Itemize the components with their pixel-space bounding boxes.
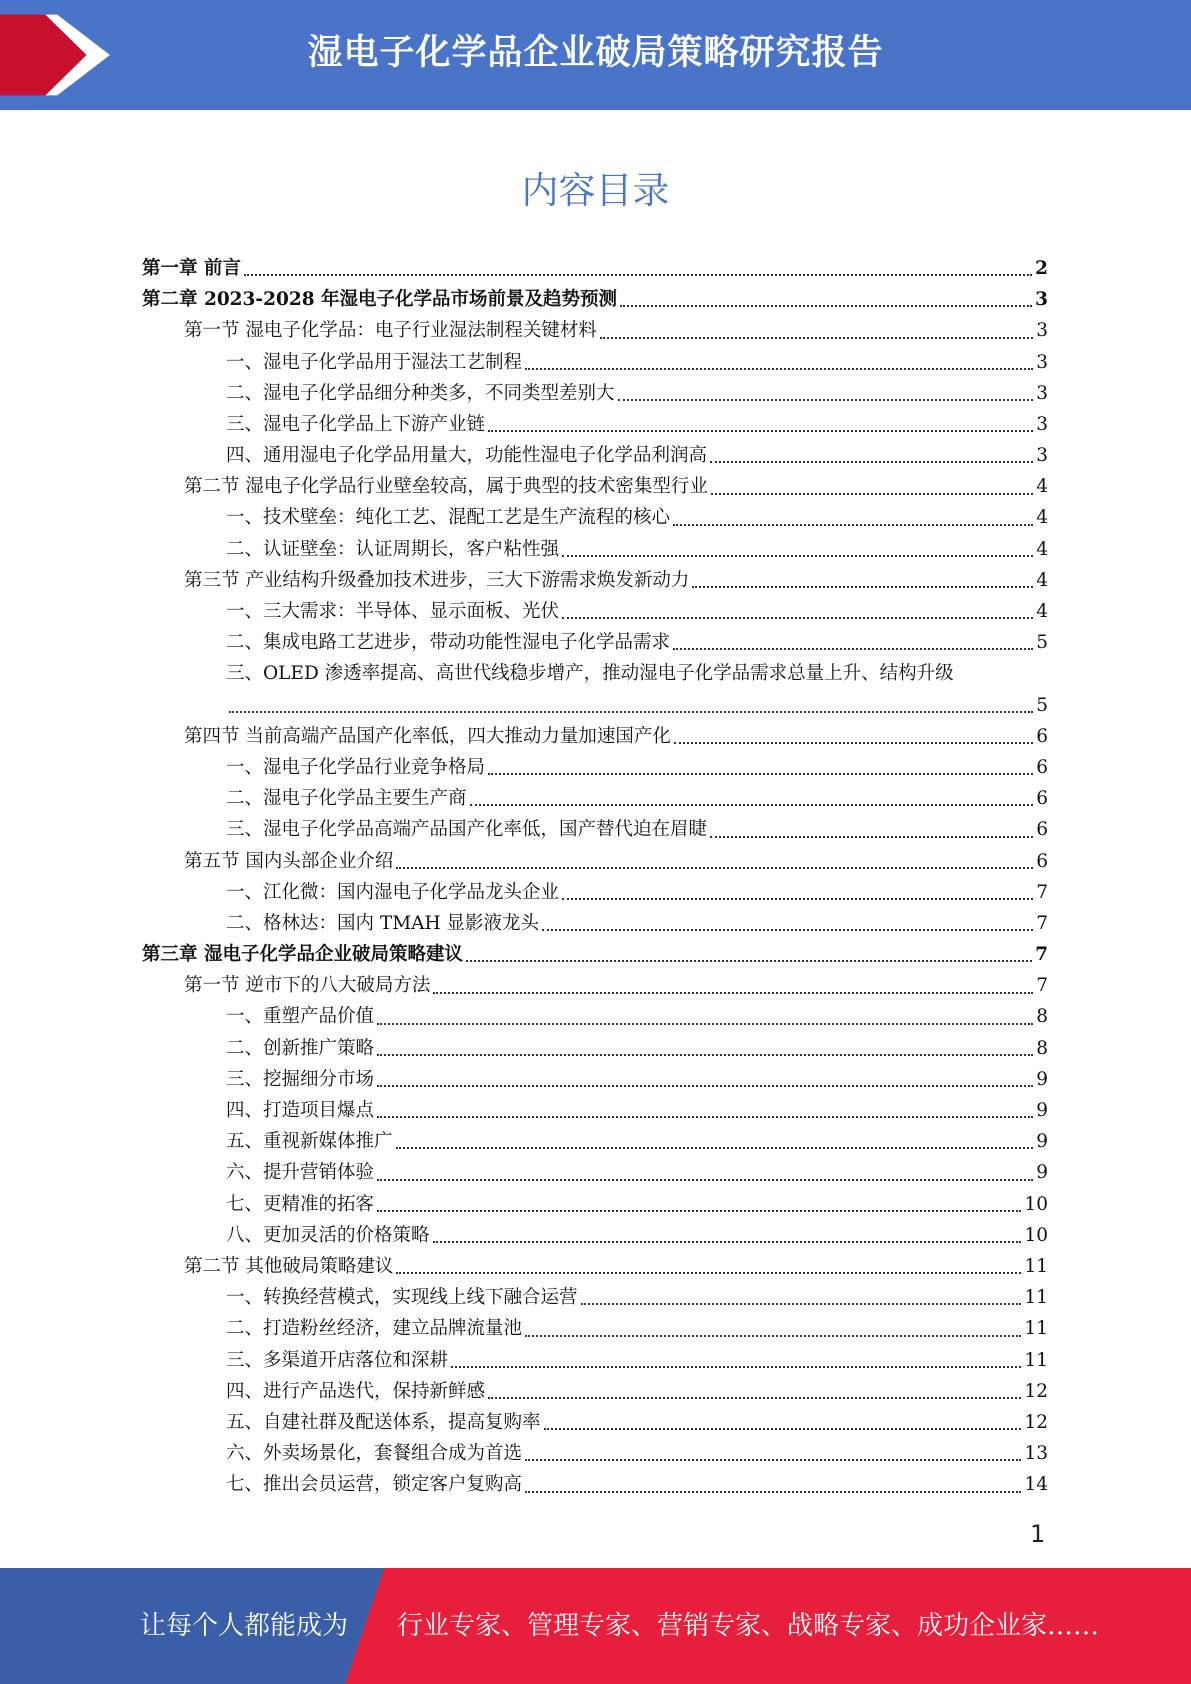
toc-dot-leader <box>377 1178 1033 1181</box>
toc-entry-title: 二、集成电路工艺进步，带动功能性湿电子化学品需求 <box>226 632 671 654</box>
table-of-contents <box>142 253 1048 1501</box>
toc-entry-page: 13 <box>1024 1443 1048 1465</box>
toc-entry-page: 12 <box>1024 1411 1048 1433</box>
toc-entry-title: 五、重视新媒体推广 <box>226 1131 393 1153</box>
toc-entry-title: 四、进行产品迭代，保持新鲜感 <box>226 1380 486 1402</box>
toc-entry[interactable] <box>142 939 1048 970</box>
toc-entry-page: 5 <box>1036 694 1048 716</box>
toc-entry[interactable] <box>142 814 1048 845</box>
toc-entry[interactable] <box>142 284 1048 315</box>
toc-entry-title: 一、重塑产品价值 <box>226 1006 375 1028</box>
toc-entry-title: 二、湿电子化学品细分种类多，不同类型差别大 <box>226 382 615 404</box>
toc-heading: 内容目录 <box>521 169 670 212</box>
toc-dot-leader <box>377 1084 1033 1087</box>
toc-entry-page: 11 <box>1024 1318 1048 1340</box>
toc-entry-title: 第三节 产业结构升级叠加技术进步，三大下游需求焕发新动力 <box>184 569 690 591</box>
toc-dot-leader <box>711 492 1033 495</box>
toc-entry[interactable] <box>142 970 1048 1001</box>
toc-dot-leader <box>562 897 1033 900</box>
toc-entry[interactable] <box>142 347 1048 378</box>
toc-entry-title: 第一节 逆市下的八大破局方法 <box>184 975 431 997</box>
toc-entry-title: 二、湿电子化学品主要生产商 <box>226 788 467 810</box>
toc-entry-title: 七、推出会员运营，锁定客户复购高 <box>226 1474 523 1496</box>
toc-dot-leader <box>488 429 1033 432</box>
toc-entry[interactable] <box>142 440 1048 471</box>
toc-entry[interactable] <box>142 1469 1048 1500</box>
toc-dot-leader <box>562 616 1033 619</box>
toc-entry-page: 10 <box>1024 1193 1048 1215</box>
toc-entry[interactable] <box>142 783 1048 814</box>
toc-entry[interactable] <box>142 596 1048 627</box>
toc-entry[interactable] <box>142 534 1048 565</box>
toc-entry-page: 6 <box>1036 819 1048 841</box>
toc-dot-leader <box>525 1458 1021 1461</box>
toc-entry-page: 3 <box>1036 413 1048 435</box>
toc-entry-page: 7 <box>1036 881 1048 903</box>
toc-entry-title: 二、认证壁垒：认证周期长，客户粘性强 <box>226 538 560 560</box>
toc-entry-title: 七、更精准的拓客 <box>226 1193 375 1215</box>
toc-entry-title: 八、更加灵活的价格策略 <box>226 1224 430 1246</box>
toc-dot-leader <box>525 367 1033 370</box>
toc-entry-page: 4 <box>1036 601 1048 623</box>
toc-entry-page: 11 <box>1024 1287 1048 1309</box>
toc-entry[interactable] <box>142 846 1048 877</box>
toc-dot-leader <box>618 398 1034 401</box>
toc-entry-page: 7 <box>1035 944 1048 966</box>
toc-entry[interactable] <box>142 690 1048 721</box>
toc-dot-leader <box>525 1334 1021 1337</box>
toc-entry-title: 三、湿电子化学品上下游产业链 <box>226 413 486 435</box>
page-number: 1 <box>1030 1520 1046 1548</box>
toc-entry-page: 4 <box>1036 569 1048 591</box>
toc-entry-title: 二、打造粉丝经济，建立品牌流量池 <box>226 1318 523 1340</box>
toc-dot-leader <box>396 866 1033 869</box>
toc-entry-title: 六、外卖场景化，套餐组合成为首选 <box>226 1443 523 1465</box>
toc-dot-leader <box>674 741 1033 744</box>
toc-entry-page: 4 <box>1036 538 1048 560</box>
toc-entry-title: 三、OLED 渗透率提高、高世代线稳步增产，推动湿电子化学品需求总量上升、结构升级 <box>226 663 954 685</box>
toc-entry-page: 5 <box>1036 632 1048 654</box>
toc-entry[interactable] <box>142 1282 1048 1313</box>
toc-entry[interactable] <box>142 627 1048 658</box>
toc-dot-leader <box>673 647 1033 650</box>
toc-dot-leader <box>244 273 1032 276</box>
toc-entry-page: 9 <box>1036 1131 1048 1153</box>
toc-entry-page: 9 <box>1036 1162 1048 1184</box>
toc-entry-title: 二、格林达：国内 TMAH 显影液龙头 <box>226 912 540 934</box>
toc-entry[interactable] <box>142 908 1048 939</box>
header-banner <box>0 0 1191 110</box>
toc-entry-page: 12 <box>1024 1380 1048 1402</box>
toc-dot-leader <box>377 1115 1033 1118</box>
toc-entry-page: 10 <box>1024 1224 1048 1246</box>
toc-entry[interactable] <box>142 752 1048 783</box>
toc-dot-leader <box>433 1240 1022 1243</box>
toc-entry[interactable] <box>142 1376 1048 1407</box>
toc-entry-title: 第五节 国内头部企业介绍 <box>184 850 394 872</box>
toc-entry-page: 3 <box>1036 445 1048 467</box>
toc-entry-page: 6 <box>1036 725 1048 747</box>
toc-entry-page: 7 <box>1036 975 1048 997</box>
toc-dot-leader <box>229 710 1033 713</box>
toc-entry[interactable] <box>142 565 1048 596</box>
toc-entry[interactable] <box>142 471 1048 502</box>
toc-dot-leader <box>488 772 1033 775</box>
toc-entry-page: 3 <box>1035 289 1048 311</box>
toc-entry-page: 6 <box>1036 788 1048 810</box>
toc-entry[interactable] <box>142 1095 1048 1126</box>
footer-slogan-right: 行业专家、管理专家、营销专家、战略专家、成功企业家…… <box>397 1611 1100 1641</box>
toc-entry[interactable] <box>142 503 1048 534</box>
toc-entry-page: 2 <box>1035 257 1048 279</box>
toc-entry-title: 三、多渠道开店落位和深耕 <box>226 1349 449 1371</box>
toc-entry[interactable] <box>142 378 1048 409</box>
toc-entry-title: 三、湿电子化学品高端产品国产化率低，国产替代迫在眉睫 <box>226 819 708 841</box>
toc-entry-title: 四、打造项目爆点 <box>226 1100 375 1122</box>
toc-entry[interactable] <box>142 1220 1048 1251</box>
toc-dot-leader <box>600 336 1033 339</box>
toc-entry-title: 一、湿电子化学品用于湿法工艺制程 <box>226 351 523 373</box>
toc-dot-leader <box>488 1396 1021 1399</box>
toc-dot-leader <box>433 991 1033 994</box>
toc-dot-leader <box>542 928 1033 931</box>
toc-entry-title: 二、创新推广策略 <box>226 1037 375 1059</box>
toc-entry[interactable] <box>142 409 1048 440</box>
toc-entry[interactable] <box>142 315 1048 346</box>
toc-dot-leader <box>710 460 1033 463</box>
toc-entry-page: 9 <box>1036 1100 1048 1122</box>
toc-entry[interactable] <box>142 1002 1048 1033</box>
toc-entry[interactable] <box>142 1251 1048 1282</box>
toc-entry-title: 第一节 湿电子化学品：电子行业湿法制程关键材料 <box>184 320 597 342</box>
toc-dot-leader <box>466 959 1032 962</box>
toc-entry-title: 第四节 当前高端产品国产化率低，四大推动力量加速国产化 <box>184 725 671 747</box>
toc-entry-title: 四、通用湿电子化学品用量大，功能性湿电子化学品利润高 <box>226 445 708 467</box>
footer-slogan-left: 让每个人都能成为 <box>140 1611 349 1641</box>
toc-dot-leader <box>581 1302 1022 1305</box>
toc-dot-leader <box>525 1490 1021 1493</box>
toc-entry-page: 14 <box>1024 1474 1048 1496</box>
toc-dot-leader <box>562 554 1033 557</box>
toc-entry[interactable] <box>142 1126 1048 1157</box>
toc-entry[interactable] <box>142 1157 1048 1188</box>
toc-entry-title: 五、自建社群及配送体系，提高复购率 <box>226 1411 541 1433</box>
toc-entry[interactable] <box>142 877 1048 908</box>
toc-entry[interactable] <box>142 1064 1048 1095</box>
toc-entry-title: 第二节 其他破局策略建议 <box>184 1255 394 1277</box>
toc-entry-page: 11 <box>1024 1349 1048 1371</box>
toc-dot-leader <box>470 803 1034 806</box>
toc-entry-title: 第三章 湿电子化学品企业破局策略建议 <box>142 944 463 966</box>
toc-entry-page: 7 <box>1036 912 1048 934</box>
toc-entry-page: 3 <box>1036 382 1048 404</box>
toc-entry-title: 一、三大需求：半导体、显示面板、光伏 <box>226 601 560 623</box>
toc-entry[interactable] <box>142 1189 1048 1220</box>
toc-entry-page: 3 <box>1036 320 1048 342</box>
toc-entry[interactable] <box>142 253 1048 284</box>
toc-dot-leader <box>710 835 1033 838</box>
toc-entry-page: 8 <box>1036 1006 1048 1028</box>
toc-entry[interactable] <box>142 1033 1048 1064</box>
toc-entry-title: 一、技术壁垒：纯化工艺、混配工艺是生产流程的核心 <box>226 507 671 529</box>
toc-entry-title: 第二章 2023-2028 年湿电子化学品市场前景及趋势预测 <box>142 289 618 311</box>
toc-dot-leader <box>544 1427 1022 1430</box>
toc-entry[interactable] <box>142 1438 1048 1469</box>
toc-entry-page: 3 <box>1036 351 1048 373</box>
toc-entry-page: 4 <box>1036 507 1048 529</box>
toc-entry-page: 6 <box>1036 756 1048 778</box>
toc-dot-leader <box>377 1022 1033 1025</box>
toc-entry-page: 8 <box>1036 1037 1048 1059</box>
toc-dot-leader <box>396 1271 1021 1274</box>
toc-entry-title: 第二节 湿电子化学品行业壁垒较高，属于典型的技术密集型行业 <box>184 476 708 498</box>
toc-entry-page: 4 <box>1036 476 1048 498</box>
toc-dot-leader <box>451 1365 1021 1368</box>
toc-dot-leader <box>692 585 1033 588</box>
toc-dot-leader <box>673 523 1033 526</box>
toc-entry-page: 9 <box>1036 1068 1048 1090</box>
toc-entry[interactable] <box>142 1313 1048 1344</box>
footer-banner <box>0 1568 1191 1684</box>
report-title: 湿电子化学品企业破局策略研究报告 <box>307 33 884 73</box>
toc-entry-title: 一、江化微：国内湿电子化学品龙头企业 <box>226 881 560 903</box>
toc-entry-page: 6 <box>1036 850 1048 872</box>
toc-entry-page: 11 <box>1024 1255 1048 1277</box>
toc-entry[interactable] <box>142 721 1048 752</box>
toc-entry[interactable] <box>142 1345 1048 1376</box>
toc-dot-leader <box>377 1209 1021 1212</box>
toc-entry[interactable] <box>142 658 1048 689</box>
toc-dot-leader <box>396 1146 1034 1149</box>
toc-entry[interactable] <box>142 1407 1048 1438</box>
toc-entry-title: 三、挖掘细分市场 <box>226 1068 375 1090</box>
toc-dot-leader <box>377 1053 1033 1056</box>
toc-entry-title: 六、提升营销体验 <box>226 1162 375 1184</box>
toc-entry-title: 一、湿电子化学品行业竞争格局 <box>226 756 486 778</box>
toc-entry-title: 一、转换经营模式，实现线上线下融合运营 <box>226 1287 578 1309</box>
toc-dot-leader <box>620 304 1032 307</box>
toc-entry-title: 第一章 前言 <box>142 257 241 279</box>
